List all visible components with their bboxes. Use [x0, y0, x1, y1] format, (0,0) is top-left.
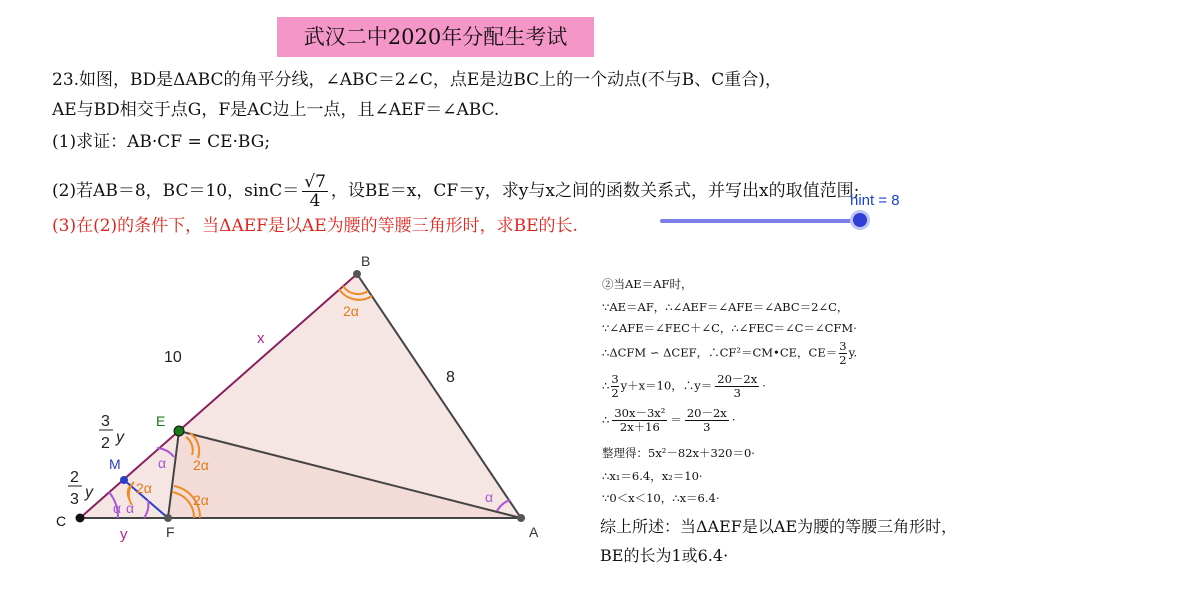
solution-line-7: 整理得：5x²－82x＋320＝0· — [602, 446, 755, 460]
angle-label-e: 2α — [193, 457, 209, 473]
solution-line-2: ∵AE＝AF，∴∠AEF＝∠AFE＝∠ABC＝2∠C， — [602, 300, 849, 314]
label-e: E — [156, 413, 166, 429]
slider-label: hint = 8 — [850, 192, 900, 209]
label-a: A — [529, 524, 539, 540]
coef2-num: 2 — [70, 469, 79, 486]
s6-prefix: ∴ — [602, 412, 610, 427]
s4-denominator: 2 — [839, 353, 847, 367]
s4-prefix: ∴ΔCFM ∽ ΔCEF，∴CF²＝CM•CE，CE＝ — [602, 345, 838, 360]
angle-label-alpha-e: α — [158, 455, 167, 471]
label-y: y — [120, 526, 128, 543]
hint-slider-track[interactable] — [660, 219, 862, 223]
s5-numerator-1: 3 — [611, 372, 619, 386]
s5-fraction-1 — [611, 373, 618, 400]
s6-denominator-2: 3 — [703, 420, 711, 434]
sin-denominator: 4 — [309, 191, 321, 211]
solution-line-9: ∵0＜x＜10，∴x＝6.4· — [602, 491, 720, 505]
s6-numerator-2: 20－2x — [686, 406, 727, 420]
angle-label-m: 2α — [136, 480, 152, 496]
angle-label-alpha-f: α — [126, 500, 135, 516]
point-b[interactable] — [353, 270, 361, 278]
s6-suffix: · — [731, 412, 736, 427]
problem-line-1: 23.如图，BD是ΔABC的角平分线，∠ABC＝2∠C，点E是边BC上的一个动点(不与B、C重合)， — [52, 70, 782, 90]
label-m: M — [109, 456, 121, 472]
solution-conclusion-2: BE的长为1或6.4· — [600, 546, 729, 565]
s6-middle: ＝ — [670, 412, 682, 427]
solution-line-4 — [602, 340, 857, 367]
part-2-suffix: ，设BE＝x，CF＝y，求y与x之间的函数关系式，并写出x的取值范围; — [330, 181, 860, 201]
angle-label-f: 2α — [193, 492, 209, 508]
label-c: C — [56, 513, 67, 529]
hint-slider-knob[interactable] — [853, 213, 867, 227]
s5-denominator-2: 3 — [733, 386, 741, 400]
angle-label-alpha-c: α — [113, 500, 122, 516]
s5-numerator-2: 20－2x — [717, 372, 758, 386]
s6-numerator-1: 30x－3x² — [614, 406, 666, 420]
solution-line-6 — [602, 407, 735, 434]
label-x: x — [257, 330, 265, 347]
problem-part-1: (1)求证：AB·CF = CE·BG; — [52, 132, 271, 152]
s5-prefix: ∴ — [602, 378, 610, 393]
s5-middle: y＋x＝10，∴y＝ — [620, 378, 713, 393]
page-title: 武汉二中2020年分配生考试 — [303, 25, 568, 49]
problem-part-3: (3)在(2)的条件下，当ΔAEF是以AE为腰的等腰三角形时，求BE的长. — [52, 216, 578, 236]
angle-label-b: 2α — [343, 303, 359, 319]
label-ten: 10 — [164, 349, 182, 366]
solution-line-3: ∵∠AFE＝∠FEC＋∠C，∴∠FEC＝∠C＝∠CFM· — [602, 321, 857, 335]
point-m[interactable] — [120, 476, 128, 484]
point-e[interactable] — [174, 426, 184, 436]
s5-fraction-2 — [715, 373, 759, 400]
s4-fraction — [839, 340, 846, 367]
s4-numerator: 3 — [839, 339, 847, 353]
s6-fraction-2 — [685, 407, 729, 434]
coef1-num: 3 — [101, 413, 110, 430]
s6-fraction-1 — [612, 407, 667, 434]
label-eight: 8 — [446, 369, 455, 386]
solution-conclusion-1: 综上所述：当ΔAEF是以AE为腰的等腰三角形时， — [600, 517, 958, 536]
coef1-var: y — [116, 429, 124, 446]
solution-line-1: ②当AE＝AF时， — [602, 277, 693, 291]
solution-line-8: ∴x₁＝6.4，x₂＝10· — [602, 469, 703, 483]
coef1-den: 2 — [101, 435, 110, 452]
s5-suffix: · — [762, 378, 766, 393]
coef2-den: 3 — [70, 491, 79, 508]
s6-denominator-1: 2x＋16 — [619, 420, 660, 434]
sin-numerator: √7 — [304, 172, 326, 192]
label-b: B — [361, 253, 371, 269]
point-a[interactable] — [517, 514, 525, 522]
label-f: F — [166, 524, 175, 540]
s5-denominator-1: 2 — [611, 386, 619, 400]
s4-suffix: y. — [848, 345, 858, 360]
coef2-var: y — [85, 484, 93, 501]
problem-line-2: AE与BD相交于点G，F是AC边上一点，且∠AEF＝∠ABC. — [52, 100, 500, 120]
solution-line-5 — [602, 373, 766, 400]
part-2-prefix: (2)若AB＝8，BC＝10，sinC＝ — [52, 181, 300, 201]
point-f[interactable] — [164, 514, 172, 522]
point-c[interactable] — [76, 514, 85, 523]
angle-label-alpha-a: α — [485, 489, 494, 505]
